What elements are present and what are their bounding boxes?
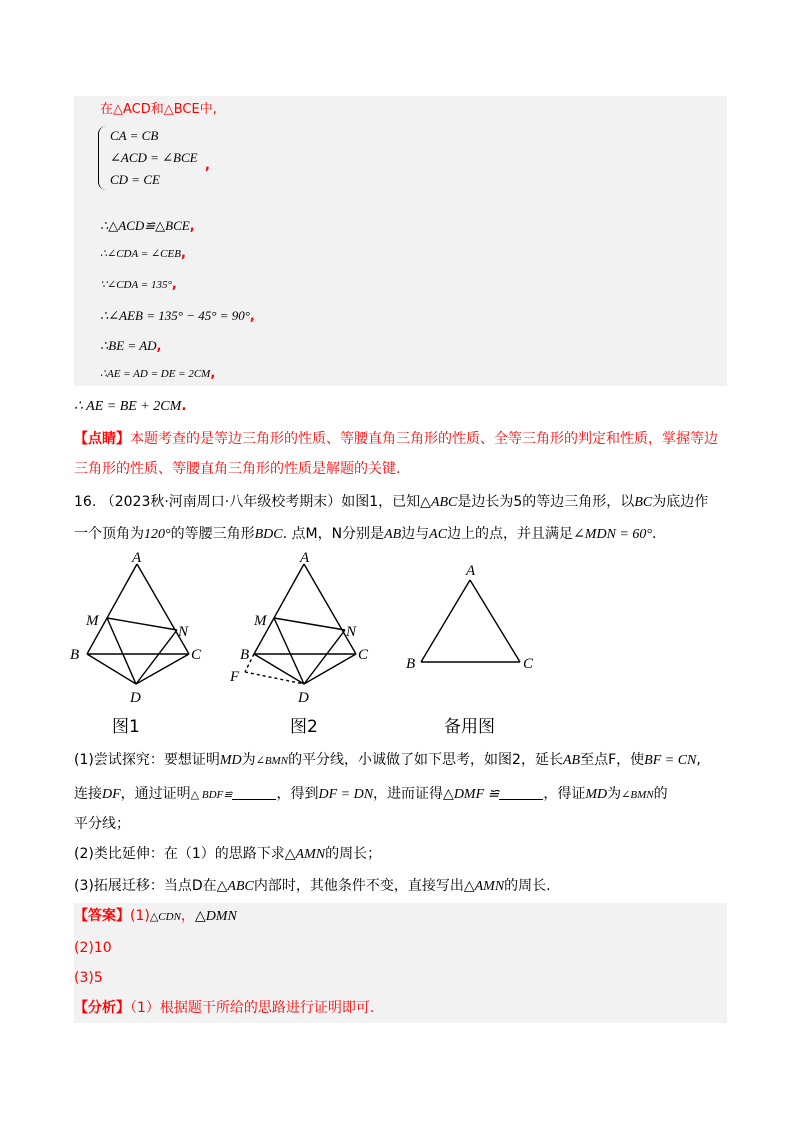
fig1-line-md bbox=[107, 618, 136, 684]
fig2-line-mn bbox=[274, 618, 345, 630]
fig1-label-d: D bbox=[130, 690, 141, 706]
proof-step-1: ∴△ACD≌△BCE, bbox=[100, 218, 195, 234]
fig1-side-ac bbox=[137, 564, 189, 654]
question-1-line-3: 平分线； bbox=[74, 816, 130, 832]
fig1-label-c: C bbox=[191, 647, 202, 663]
figure-area bbox=[0, 548, 800, 748]
analysis-line: 【分析】（1）根据题干所给的思路进行证明即可. bbox=[74, 1000, 375, 1016]
answer-line-2: (2)10 bbox=[74, 940, 112, 956]
proof-step-3: ∵∠CDA = 135°, bbox=[100, 277, 177, 292]
fig3-label-c: C bbox=[523, 656, 534, 672]
proof-block-background bbox=[74, 96, 727, 386]
blank-2[interactable] bbox=[499, 785, 543, 800]
fig2-line-nd bbox=[304, 630, 345, 684]
fig3-caption: 备用图 bbox=[444, 717, 495, 737]
proof-step-5: ∴BE = AD, bbox=[100, 338, 162, 354]
proof-step-2: ∴∠CDA = ∠CEB, bbox=[100, 246, 186, 261]
fig2-side-ab bbox=[254, 564, 304, 654]
commentary-line-1: 【点睛】本题考查的是等边三角形的性质、等腰直角三角形的性质、全等三角形的判定和性质，掌握等边 bbox=[74, 431, 718, 447]
fig1-side-cd bbox=[136, 654, 189, 684]
answer-line-1: 【答案】(1)△CDN，△DMN bbox=[74, 908, 237, 924]
fig1-line-nd bbox=[136, 630, 177, 684]
fig2-label-f: F bbox=[230, 669, 240, 685]
problem-line-1: 16. （2023秋·河南周口·八年级校考期末）如图1，已知△ABC是边长为5的等边三角形，以BC为底边作 bbox=[74, 494, 709, 510]
system-line-2: ∠ACD = ∠BCE bbox=[110, 150, 198, 165]
fig1-line-mn bbox=[107, 618, 177, 630]
question-1-line-2: 连接DF，通过证明△ BDF≌ ，得到DF = DN，进而证得△DMF ≌ ，得证MD为∠BMN的 bbox=[74, 786, 668, 802]
fig2-label-m: M bbox=[254, 613, 267, 629]
fig1-label-a: A bbox=[132, 550, 142, 566]
answer-line-3: (3)5 bbox=[74, 970, 103, 986]
fig2-side-cd bbox=[304, 654, 356, 684]
fig3-label-b: B bbox=[406, 656, 416, 672]
system-line-3: CD = CE bbox=[110, 172, 160, 187]
fig3-side-ac bbox=[470, 580, 520, 662]
question-2: (2)类比延伸：在（1）的思路下求△AMN的周长； bbox=[74, 846, 382, 862]
proof-step-4: ∴∠AEB = 135° − 45° = 90°, bbox=[100, 308, 255, 324]
fig1-label-n: N bbox=[178, 624, 189, 640]
conclusion: ∴ AE = BE + 2CM. bbox=[74, 398, 187, 414]
commentary-line-2: 三角形的性质、等腰直角三角形的性质是解题的关键. bbox=[74, 461, 401, 477]
system-line-1: CA = CB bbox=[110, 128, 159, 143]
blank-1[interactable] bbox=[232, 785, 276, 800]
fig1-caption: 图1 bbox=[112, 717, 140, 737]
fig1-side-ab bbox=[87, 564, 137, 654]
question-3: (3)拓展迁移：当点D在△ABC内部时，其他条件不变，直接写出△AMN的周长. bbox=[74, 878, 551, 894]
system-tail: , bbox=[205, 158, 210, 173]
figure-1 bbox=[87, 564, 189, 684]
fig2-side-ac bbox=[304, 564, 356, 654]
question-1-line-1: (1)尝试探究：要想证明MD为∠BMN的平分线，小诚做了如下思考，如图2，延长AB至点F，使BF = CN, bbox=[74, 752, 701, 768]
proof-intro: 在△ACD和△BCE中, bbox=[100, 102, 217, 117]
fig1-label-m: M bbox=[86, 613, 99, 629]
fig1-label-b: B bbox=[70, 647, 80, 663]
fig2-label-a: A bbox=[300, 550, 310, 566]
figure-spare bbox=[421, 580, 520, 662]
fig3-label-a: A bbox=[466, 563, 476, 579]
fig2-label-n: N bbox=[346, 624, 357, 640]
fig2-label-d: D bbox=[298, 690, 309, 706]
fig2-label-c: C bbox=[358, 647, 369, 663]
problem-line-2: 一个顶角为120°的等腰三角形BDC. 点M，N分别是AB边与AC边上的点，并且满足∠MDN = 60°. bbox=[74, 526, 657, 542]
fig3-side-ab bbox=[421, 580, 470, 662]
fig2-label-b: B bbox=[240, 647, 250, 663]
fig2-caption: 图2 bbox=[290, 717, 318, 737]
proof-step-6: ∴AE = AD = DE = 2CM, bbox=[100, 366, 216, 381]
system-brace bbox=[98, 126, 107, 190]
fig2-line-md bbox=[274, 618, 304, 684]
